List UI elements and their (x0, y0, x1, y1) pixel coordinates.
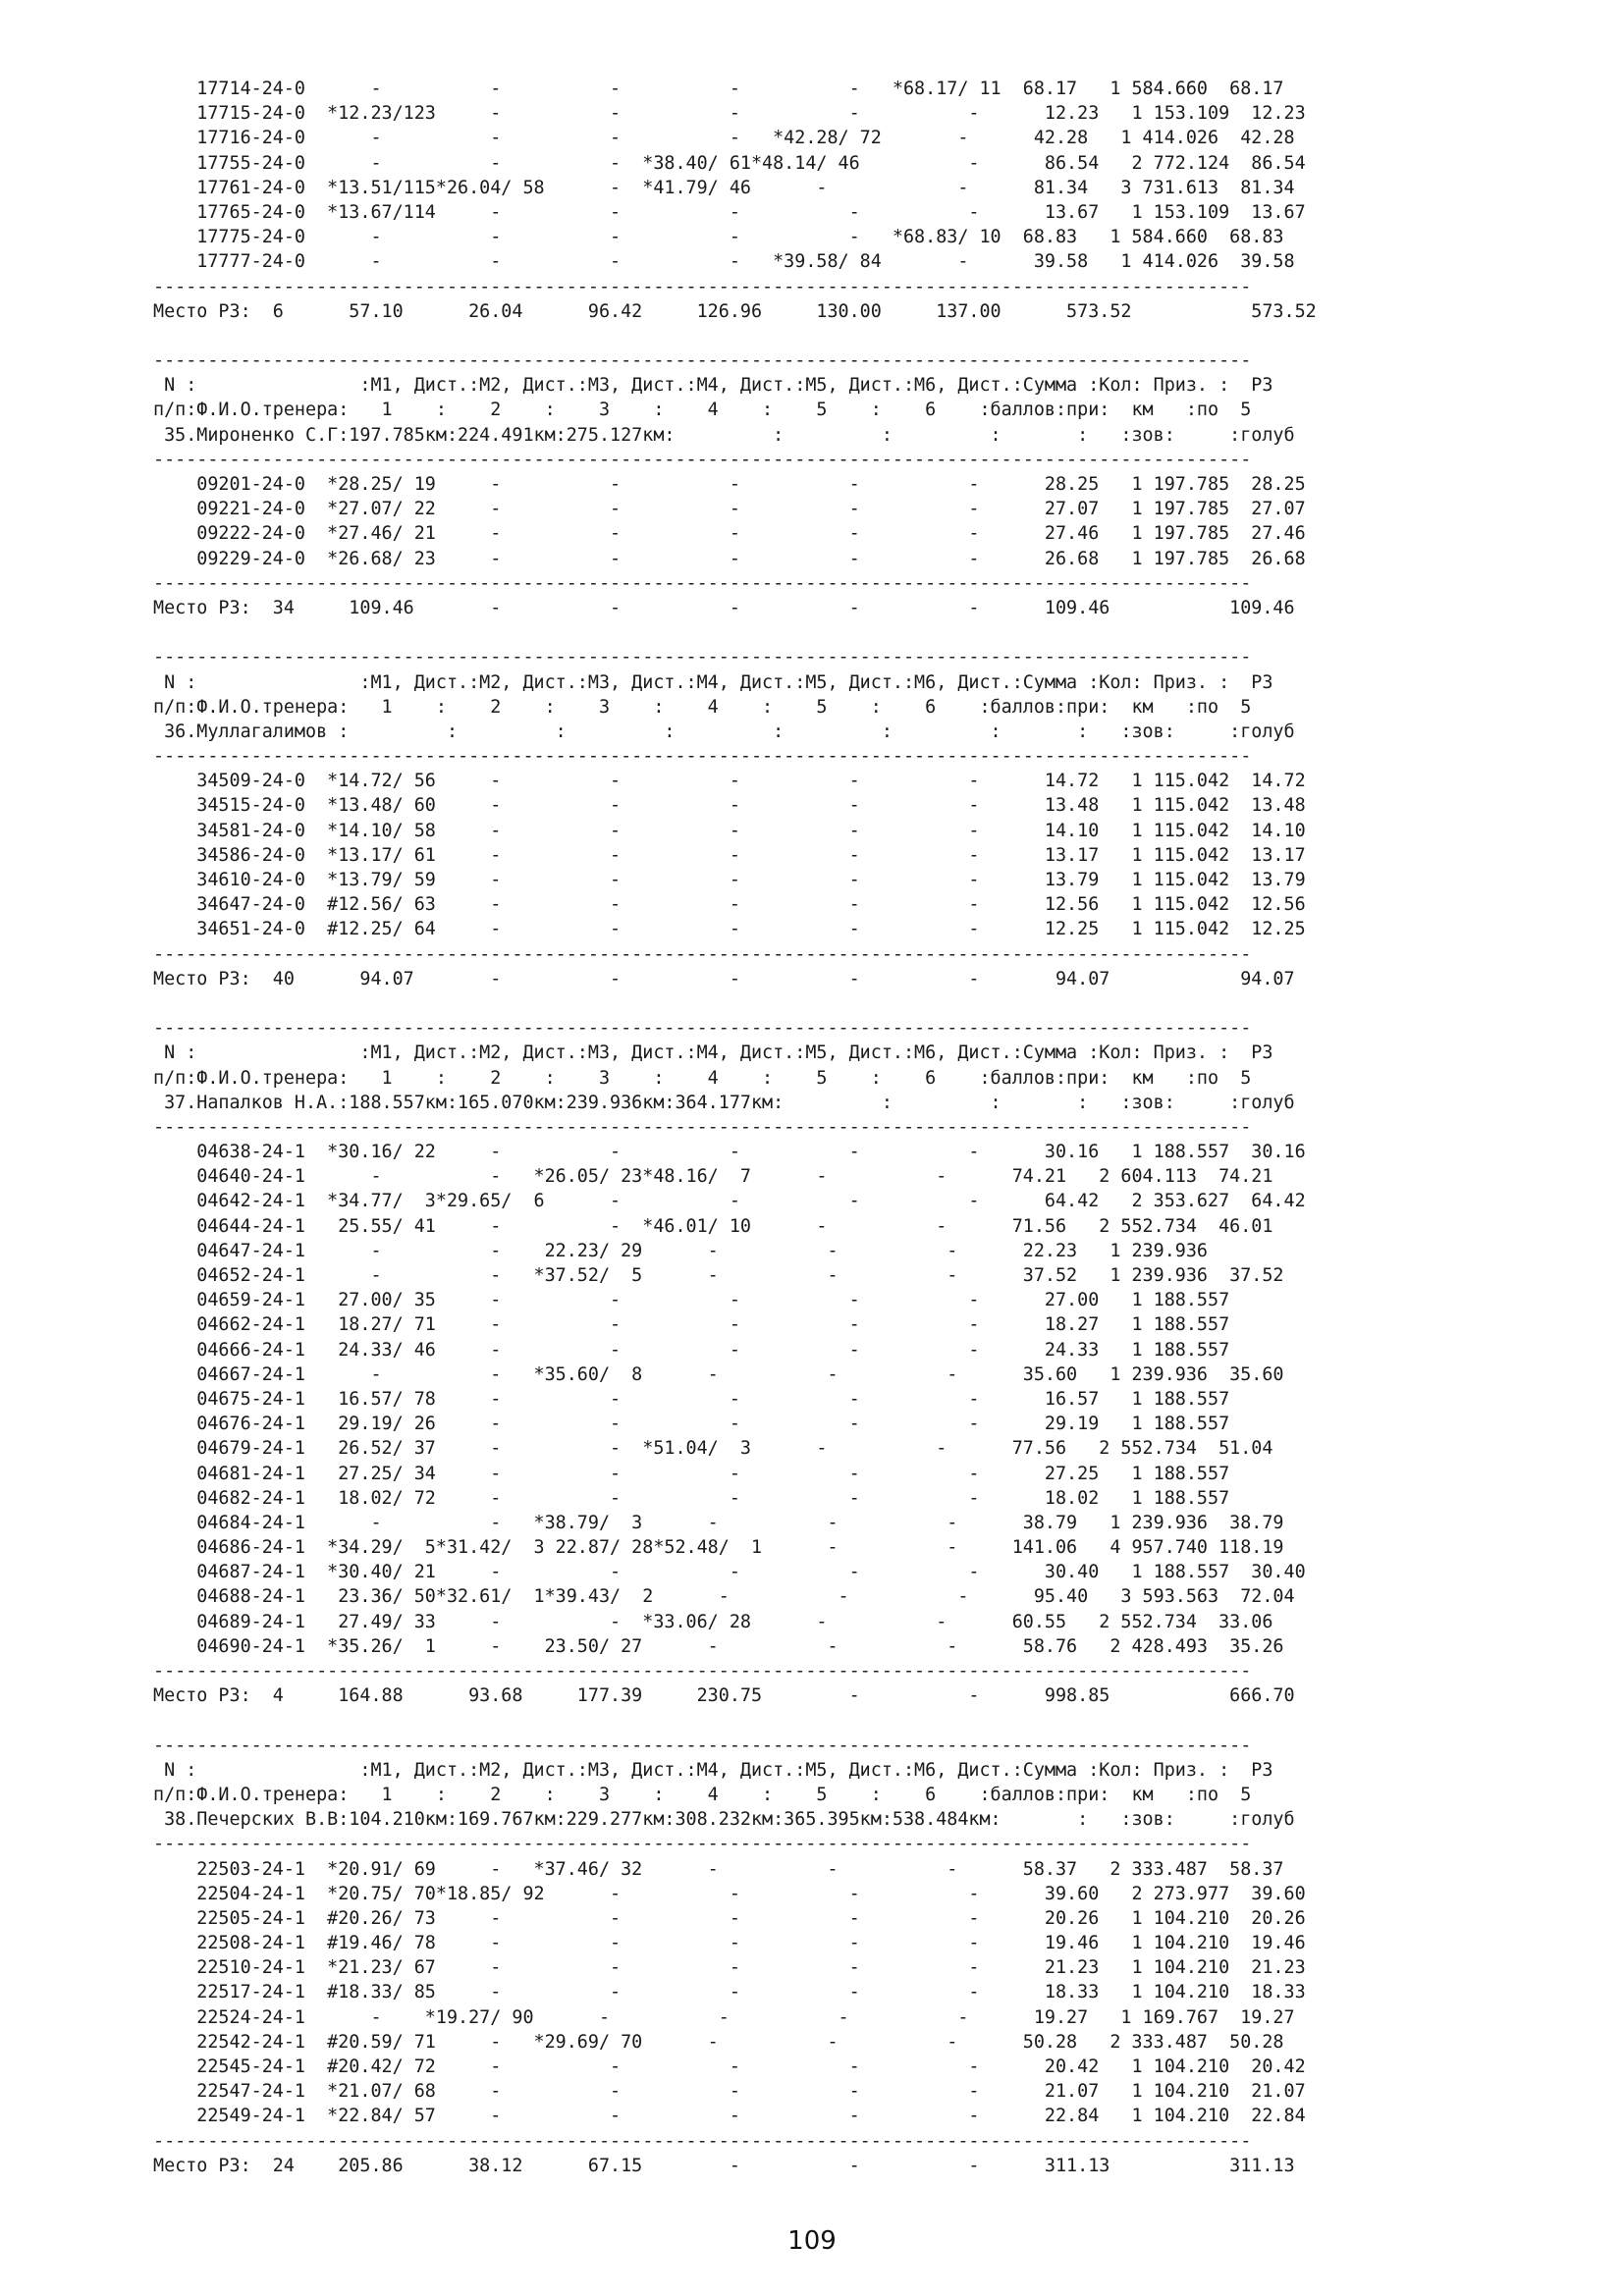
coach-row: 38.Печерских В.В:104.210км:169.767км:229.277км:308.232км:365.395км:538.484км: : :зов: :голуб (153, 1809, 1295, 1831)
header-row: п/п:Ф.И.О.тренера: 1 : 2 : 3 : 4 : 5 : 6 :баллов:при: км :по 5 (153, 1784, 1252, 1805)
table-row: 17755-24-0 - - - *38.40/ 61*48.14/ 46 - 86.54 2 772.124 86.54 (153, 152, 1306, 174)
table-row: 09222-24-0 *27.46/ 21 - - - - - 27.46 1 197.785 27.46 (153, 523, 1306, 545)
table-row: 22524-24-1 - *19.27/ 90 - - - - 19.27 1 169.767 19.27 (153, 2006, 1295, 2028)
table-row: 34515-24-0 *13.48/ 60 - - - - - 13.48 1 115.042 13.48 (153, 795, 1306, 817)
separator-line: ----------------------------------------------------------------------------------------------------- (153, 1834, 1252, 1855)
header-row: N : :М1, Дист.:М2, Дист.:М3, Дист.:М4, Дист.:М5, Дист.:М6, Дист.:Сумма :Кол: Приз. : РЗ (153, 375, 1273, 397)
coach-row: 35.Мироненко С.Г:197.785км:224.491км:275.127км: : : : : :зов: :голуб (153, 424, 1295, 446)
section-total-row: Место РЗ: 40 94.07 - - - - - 94.07 94.07 (153, 968, 1295, 989)
section-total-row: Место РЗ: 4 164.88 93.68 177.39 230.75 - - 998.85 666.70 (153, 1685, 1295, 1707)
header-row: п/п:Ф.И.О.тренера: 1 : 2 : 3 : 4 : 5 : 6 :баллов:при: км :по 5 (153, 696, 1252, 718)
table-row: 34581-24-0 *14.10/ 58 - - - - - 14.10 1 115.042 14.10 (153, 820, 1306, 841)
separator-line: ----------------------------------------------------------------------------------------------------- (153, 1661, 1252, 1682)
table-row: 04666-24-1 24.33/ 46 - - - - - 24.33 1 188.557 (153, 1339, 1230, 1361)
table-row: 04638-24-1 *30.16/ 22 - - - - - 30.16 1 188.557 30.16 (153, 1142, 1306, 1163)
separator-line: ----------------------------------------------------------------------------------------------------- (153, 1116, 1252, 1138)
header-row: п/п:Ф.И.О.тренера: 1 : 2 : 3 : 4 : 5 : 6 :баллов:при: км :по 5 (153, 1067, 1252, 1089)
table-row: 22505-24-1 #20.26/ 73 - - - - - 20.26 1 104.210 20.26 (153, 1907, 1306, 1929)
table-row: 04659-24-1 27.00/ 35 - - - - - 27.00 1 188.557 (153, 1290, 1230, 1311)
separator-line: ----------------------------------------------------------------------------------------------------- (153, 1018, 1252, 1040)
section-total-row: Место РЗ: 6 57.10 26.04 96.42 126.96 130.00 137.00 573.52 573.52 (153, 300, 1317, 322)
spacer (153, 324, 1528, 348)
table-row: 04688-24-1 23.36/ 50*32.61/ 1*39.43/ 2 - - - 95.40 3 593.563 72.04 (153, 1586, 1295, 1608)
table-row: 04684-24-1 - - *38.79/ 3 - - - 38.79 1 239.936 38.79 (153, 1512, 1284, 1533)
table-row: 34651-24-0 #12.25/ 64 - - - - - 12.25 1 115.042 12.25 (153, 919, 1306, 940)
table-row: 04652-24-1 - - *37.52/ 5 - - - 37.52 1 239.936 37.52 (153, 1265, 1284, 1286)
table-row: 04687-24-1 *30.40/ 21 - - - - - 30.40 1 188.557 30.40 (153, 1562, 1306, 1583)
separator-line: ----------------------------------------------------------------------------------------------------- (153, 572, 1252, 594)
table-row: 04667-24-1 - - *35.60/ 8 - - - 35.60 1 239.936 35.60 (153, 1363, 1284, 1385)
table-row: 09229-24-0 *26.68/ 23 - - - - - 26.68 1 197.785 26.68 (153, 548, 1306, 569)
table-row: 04679-24-1 26.52/ 37 - - *51.04/ 3 - - 77.56 2 552.734 51.04 (153, 1438, 1273, 1460)
table-row: 22517-24-1 #18.33/ 85 - - - - - 18.33 1 104.210 18.33 (153, 1982, 1306, 2003)
table-row: 22542-24-1 #20.59/ 71 - *29.69/ 70 - - - 50.28 2 333.487 50.28 (153, 2031, 1284, 2053)
table-row: 22549-24-1 *22.84/ 57 - - - - - 22.84 1 104.210 22.84 (153, 2106, 1306, 2127)
separator-line: ----------------------------------------------------------------------------------------------------- (153, 276, 1252, 297)
table-row: 34586-24-0 *13.17/ 61 - - - - - 13.17 1 115.042 13.17 (153, 844, 1306, 866)
table-row: 34647-24-0 #12.56/ 63 - - - - - 12.56 1 115.042 12.56 (153, 894, 1306, 916)
table-row: 17775-24-0 - - - - - *68.83/ 10 68.83 1 584.660 68.83 (153, 227, 1284, 248)
section-total-row: Место РЗ: 34 109.46 - - - - - 109.46 109.46 (153, 597, 1295, 618)
table-row: 22545-24-1 #20.42/ 72 - - - - - 20.42 1 104.210 20.42 (153, 2056, 1306, 2077)
table-row: 04690-24-1 *35.26/ 1 - 23.50/ 27 - - - 58.76 2 428.493 35.26 (153, 1635, 1284, 1657)
table-row: 04686-24-1 *34.29/ 5*31.42/ 3 22.87/ 28*52.48/ 1 - - 141.06 4 957.740 118.19 (153, 1537, 1284, 1559)
spacer (153, 991, 1528, 1016)
table-row: 22503-24-1 *20.91/ 69 - *37.46/ 32 - - - 58.37 2 333.487 58.37 (153, 1858, 1284, 1880)
table-row: 34610-24-0 *13.79/ 59 - - - - - 13.79 1 115.042 13.79 (153, 870, 1306, 890)
separator-line: ----------------------------------------------------------------------------------------------------- (153, 746, 1252, 768)
table-row: 17715-24-0 *12.23/123 - - - - - 12.23 1 153.109 12.23 (153, 103, 1306, 125)
table-row: 22547-24-1 *21.07/ 68 - - - - - 21.07 1 104.210 21.07 (153, 2081, 1306, 2103)
separator-line: ----------------------------------------------------------------------------------------------------- (153, 1735, 1252, 1756)
table-row: 04682-24-1 18.02/ 72 - - - - - 18.02 1 188.557 (153, 1487, 1230, 1509)
table-row: 04662-24-1 18.27/ 71 - - - - - 18.27 1 188.557 (153, 1314, 1230, 1336)
table-row: 09201-24-0 *28.25/ 19 - - - - - 28.25 1 197.785 28.25 (153, 474, 1306, 495)
page-number: 109 (787, 2226, 837, 2256)
table-row: 17714-24-0 - - - - - *68.17/ 11 68.17 1 584.660 68.17 (153, 79, 1284, 99)
header-row: N : :М1, Дист.:М2, Дист.:М3, Дист.:М4, Дист.:М5, Дист.:М6, Дист.:Сумма :Кол: Приз. : РЗ (153, 1042, 1273, 1064)
coach-row: 36.Муллагалимов : : : : : : : : :зов: :голуб (153, 721, 1295, 742)
table-row: 04644-24-1 25.55/ 41 - - *46.01/ 10 - - 71.56 2 552.734 46.01 (153, 1215, 1273, 1237)
table-row: 04676-24-1 29.19/ 26 - - - - - 29.19 1 188.557 (153, 1414, 1230, 1435)
header-row: N : :М1, Дист.:М2, Дист.:М3, Дист.:М4, Дист.:М5, Дист.:М6, Дист.:Сумма :Кол: Приз. : РЗ (153, 1759, 1273, 1781)
results-document (153, 77, 1528, 2178)
table-row: 22508-24-1 #19.46/ 78 - - - - - 19.46 1 104.210 19.46 (153, 1933, 1306, 1954)
table-row: 17765-24-0 *13.67/114 - - - - - 13.67 1 153.109 13.67 (153, 201, 1306, 223)
header-row: N : :М1, Дист.:М2, Дист.:М3, Дист.:М4, Дист.:М5, Дист.:М6, Дист.:Сумма :Кол: Приз. : РЗ (153, 671, 1273, 693)
table-row: 17716-24-0 - - - - *42.28/ 72 - 42.28 1 414.026 42.28 (153, 128, 1295, 149)
spacer (153, 620, 1528, 645)
table-row: 17777-24-0 - - - - *39.58/ 84 - 39.58 1 414.026 39.58 (153, 251, 1295, 273)
table-row: 04681-24-1 27.25/ 34 - - - - - 27.25 1 188.557 (153, 1463, 1230, 1484)
table-row: 04642-24-1 *34.77/ 3*29.65/ 6 - - - - 64.42 2 353.627 64.42 (153, 1191, 1306, 1212)
table-row: 34509-24-0 *14.72/ 56 - - - - - 14.72 1 115.042 14.72 (153, 771, 1306, 792)
coach-row: 37.Напалков Н.А.:188.557км:165.070км:239.936км:364.177км: : : : :зов: :голуб (153, 1092, 1295, 1113)
table-row: 04675-24-1 16.57/ 78 - - - - - 16.57 1 188.557 (153, 1388, 1230, 1410)
table-row: 04689-24-1 27.49/ 33 - - *33.06/ 28 - - 60.55 2 552.734 33.06 (153, 1611, 1273, 1632)
separator-line: ----------------------------------------------------------------------------------------------------- (153, 2130, 1252, 2152)
header-row: п/п:Ф.И.О.тренера: 1 : 2 : 3 : 4 : 5 : 6 :баллов:при: км :по 5 (153, 400, 1252, 421)
separator-line: ----------------------------------------------------------------------------------------------------- (153, 647, 1252, 668)
table-row: 22504-24-1 *20.75/ 70*18.85/ 92 - - - - 39.60 2 273.977 39.60 (153, 1883, 1306, 1904)
table-row: 04640-24-1 - - *26.05/ 23*48.16/ 7 - - 74.21 2 604.113 74.21 (153, 1166, 1273, 1188)
table-row: 09221-24-0 *27.07/ 22 - - - - - 27.07 1 197.785 27.07 (153, 499, 1306, 520)
separator-line: ----------------------------------------------------------------------------------------------------- (153, 943, 1252, 965)
spacer (153, 1708, 1528, 1733)
separator-line: ----------------------------------------------------------------------------------------------------- (153, 449, 1252, 470)
table-row: 04647-24-1 - - 22.23/ 29 - - - 22.23 1 239.936 (153, 1240, 1208, 1261)
separator-line: ----------------------------------------------------------------------------------------------------- (153, 350, 1252, 372)
table-row: 17761-24-0 *13.51/115*26.04/ 58 - *41.79/ 46 - - 81.34 3 731.613 81.34 (153, 177, 1295, 198)
table-row: 22510-24-1 *21.23/ 67 - - - - - 21.23 1 104.210 21.23 (153, 1957, 1306, 1979)
section-total-row: Место РЗ: 24 205.86 38.12 67.15 - - - 311.13 311.13 (153, 2155, 1295, 2176)
